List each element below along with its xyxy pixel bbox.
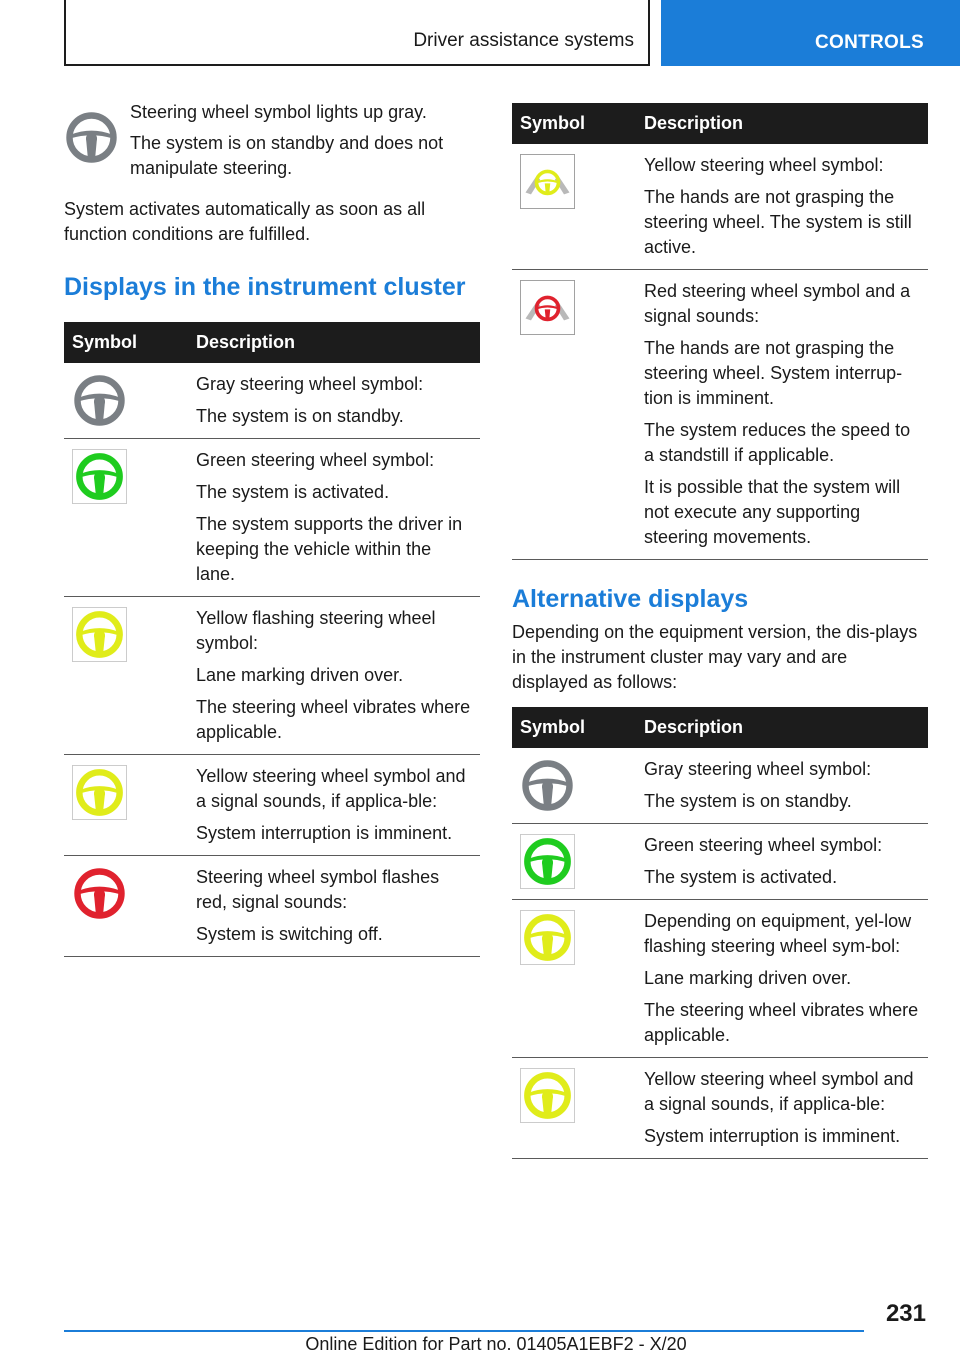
red-steering-wheel-icon bbox=[72, 866, 127, 921]
header-section-title: Driver assistance systems bbox=[413, 30, 634, 51]
table-row bbox=[64, 597, 480, 755]
table-row bbox=[64, 755, 480, 856]
table-row bbox=[64, 363, 480, 439]
green-steering-wheel-icon bbox=[520, 834, 575, 889]
right-column bbox=[512, 103, 928, 1159]
row-description: The system is activated. bbox=[196, 482, 390, 502]
row-description: Steering wheel symbol flashes red, signal sounds: bbox=[196, 867, 440, 912]
yellow-steering-wheel-icon bbox=[520, 1068, 575, 1123]
column-header-symbol: Symbol bbox=[512, 103, 636, 144]
table-row bbox=[64, 439, 480, 597]
row-description: Green steering wheel symbol: bbox=[644, 835, 883, 855]
yellow-hands-off-steering-wheel-icon bbox=[520, 154, 575, 209]
alternative-table bbox=[512, 707, 928, 1159]
table-row bbox=[512, 900, 928, 1058]
table-row bbox=[512, 748, 928, 824]
row-description: The system is activated. bbox=[644, 867, 838, 887]
footer-divider bbox=[64, 1330, 864, 1332]
intro-line: The system is on standby and does not manipulate steering. bbox=[130, 133, 444, 178]
displays-heading: Displays in the instrument cluster bbox=[64, 273, 466, 301]
header-section-tab bbox=[64, 0, 650, 66]
row-description: The system is on standby. bbox=[644, 791, 852, 811]
green-steering-wheel-icon bbox=[72, 449, 127, 504]
column-header-description: Description bbox=[636, 707, 928, 748]
row-description: Lane marking driven over. bbox=[644, 968, 852, 988]
row-description: Gray steering wheel symbol: bbox=[196, 374, 424, 394]
row-description: Green steering wheel symbol: bbox=[196, 450, 435, 470]
row-description: The system supports the driver in keeping the vehicle within the lane. bbox=[196, 514, 463, 584]
table-row bbox=[512, 270, 928, 560]
row-description: Yellow steering wheel symbol and a signal sounds, if applica‐ble: bbox=[196, 766, 466, 811]
row-description: System interruption is imminent. bbox=[196, 823, 453, 843]
row-description: Yellow flashing steering wheel symbol: bbox=[196, 608, 436, 653]
left-column bbox=[64, 100, 480, 957]
alternative-paragraph: Depending on the equipment version, the dis‐plays in the instrument cluster may vary and are displayed as follows: bbox=[512, 622, 918, 692]
gray-steering-wheel-icon bbox=[64, 100, 130, 187]
table-row bbox=[512, 824, 928, 900]
page-number: 231 bbox=[885, 1300, 926, 1327]
row-description: The hands are not grasping the steering wheel. The system is still active. bbox=[644, 187, 912, 257]
row-description: Depending on equipment, yel‐low flashing steering wheel sym‐bol: bbox=[644, 911, 912, 956]
yellow-steering-wheel-icon bbox=[520, 910, 575, 965]
row-description: The system is on standby. bbox=[196, 406, 404, 426]
row-description: The system reduces the speed to a standstill if applicable. bbox=[644, 420, 911, 465]
column-header-description: Description bbox=[636, 103, 928, 144]
yellow-steering-wheel-icon bbox=[72, 607, 127, 662]
hands-off-table bbox=[512, 103, 928, 560]
row-description: System is switching off. bbox=[196, 924, 383, 944]
column-header-symbol: Symbol bbox=[64, 322, 188, 363]
displays-table bbox=[64, 322, 480, 957]
gray-steering-wheel-icon bbox=[520, 758, 575, 813]
row-description: It is possible that the system will not execute any supporting steering movements. bbox=[644, 477, 901, 547]
row-description: The steering wheel vibrates where applicable. bbox=[644, 1000, 919, 1045]
intro-line: Steering wheel symbol lights up gray. bbox=[130, 102, 427, 122]
row-description: The steering wheel vibrates where applicable. bbox=[196, 697, 471, 742]
row-description: Red steering wheel symbol and a signal sounds: bbox=[644, 281, 911, 326]
table-row bbox=[64, 856, 480, 957]
row-description: Gray steering wheel symbol: bbox=[644, 759, 872, 779]
column-header-description: Description bbox=[188, 322, 480, 363]
table-row bbox=[512, 144, 928, 270]
row-description: Lane marking driven over. bbox=[196, 665, 404, 685]
row-description: Yellow steering wheel symbol and a signal sounds, if applica‐ble: bbox=[644, 1069, 914, 1114]
yellow-steering-wheel-icon bbox=[72, 765, 127, 820]
header-chapter-tab bbox=[661, 0, 960, 66]
gray-steering-wheel-icon bbox=[72, 373, 127, 428]
row-description: System interruption is imminent. bbox=[644, 1126, 901, 1146]
column-header-symbol: Symbol bbox=[512, 707, 636, 748]
row-description: The hands are not grasping the steering wheel. System interrup‐tion is imminent. bbox=[644, 338, 903, 408]
intro-block bbox=[64, 100, 480, 187]
footer-edition: Online Edition for Part no. 01405A1EBF2 - X/20 bbox=[305, 1334, 687, 1354]
header-chapter-title: CONTROLS bbox=[815, 32, 925, 53]
row-description: Yellow steering wheel symbol: bbox=[644, 155, 884, 175]
table-row bbox=[512, 1058, 928, 1159]
red-hands-off-steering-wheel-icon bbox=[520, 280, 575, 335]
alternative-heading: Alternative displays bbox=[512, 585, 749, 613]
intro-paragraph: System activates automatically as soon as all function conditions are fulfilled. bbox=[64, 199, 426, 244]
